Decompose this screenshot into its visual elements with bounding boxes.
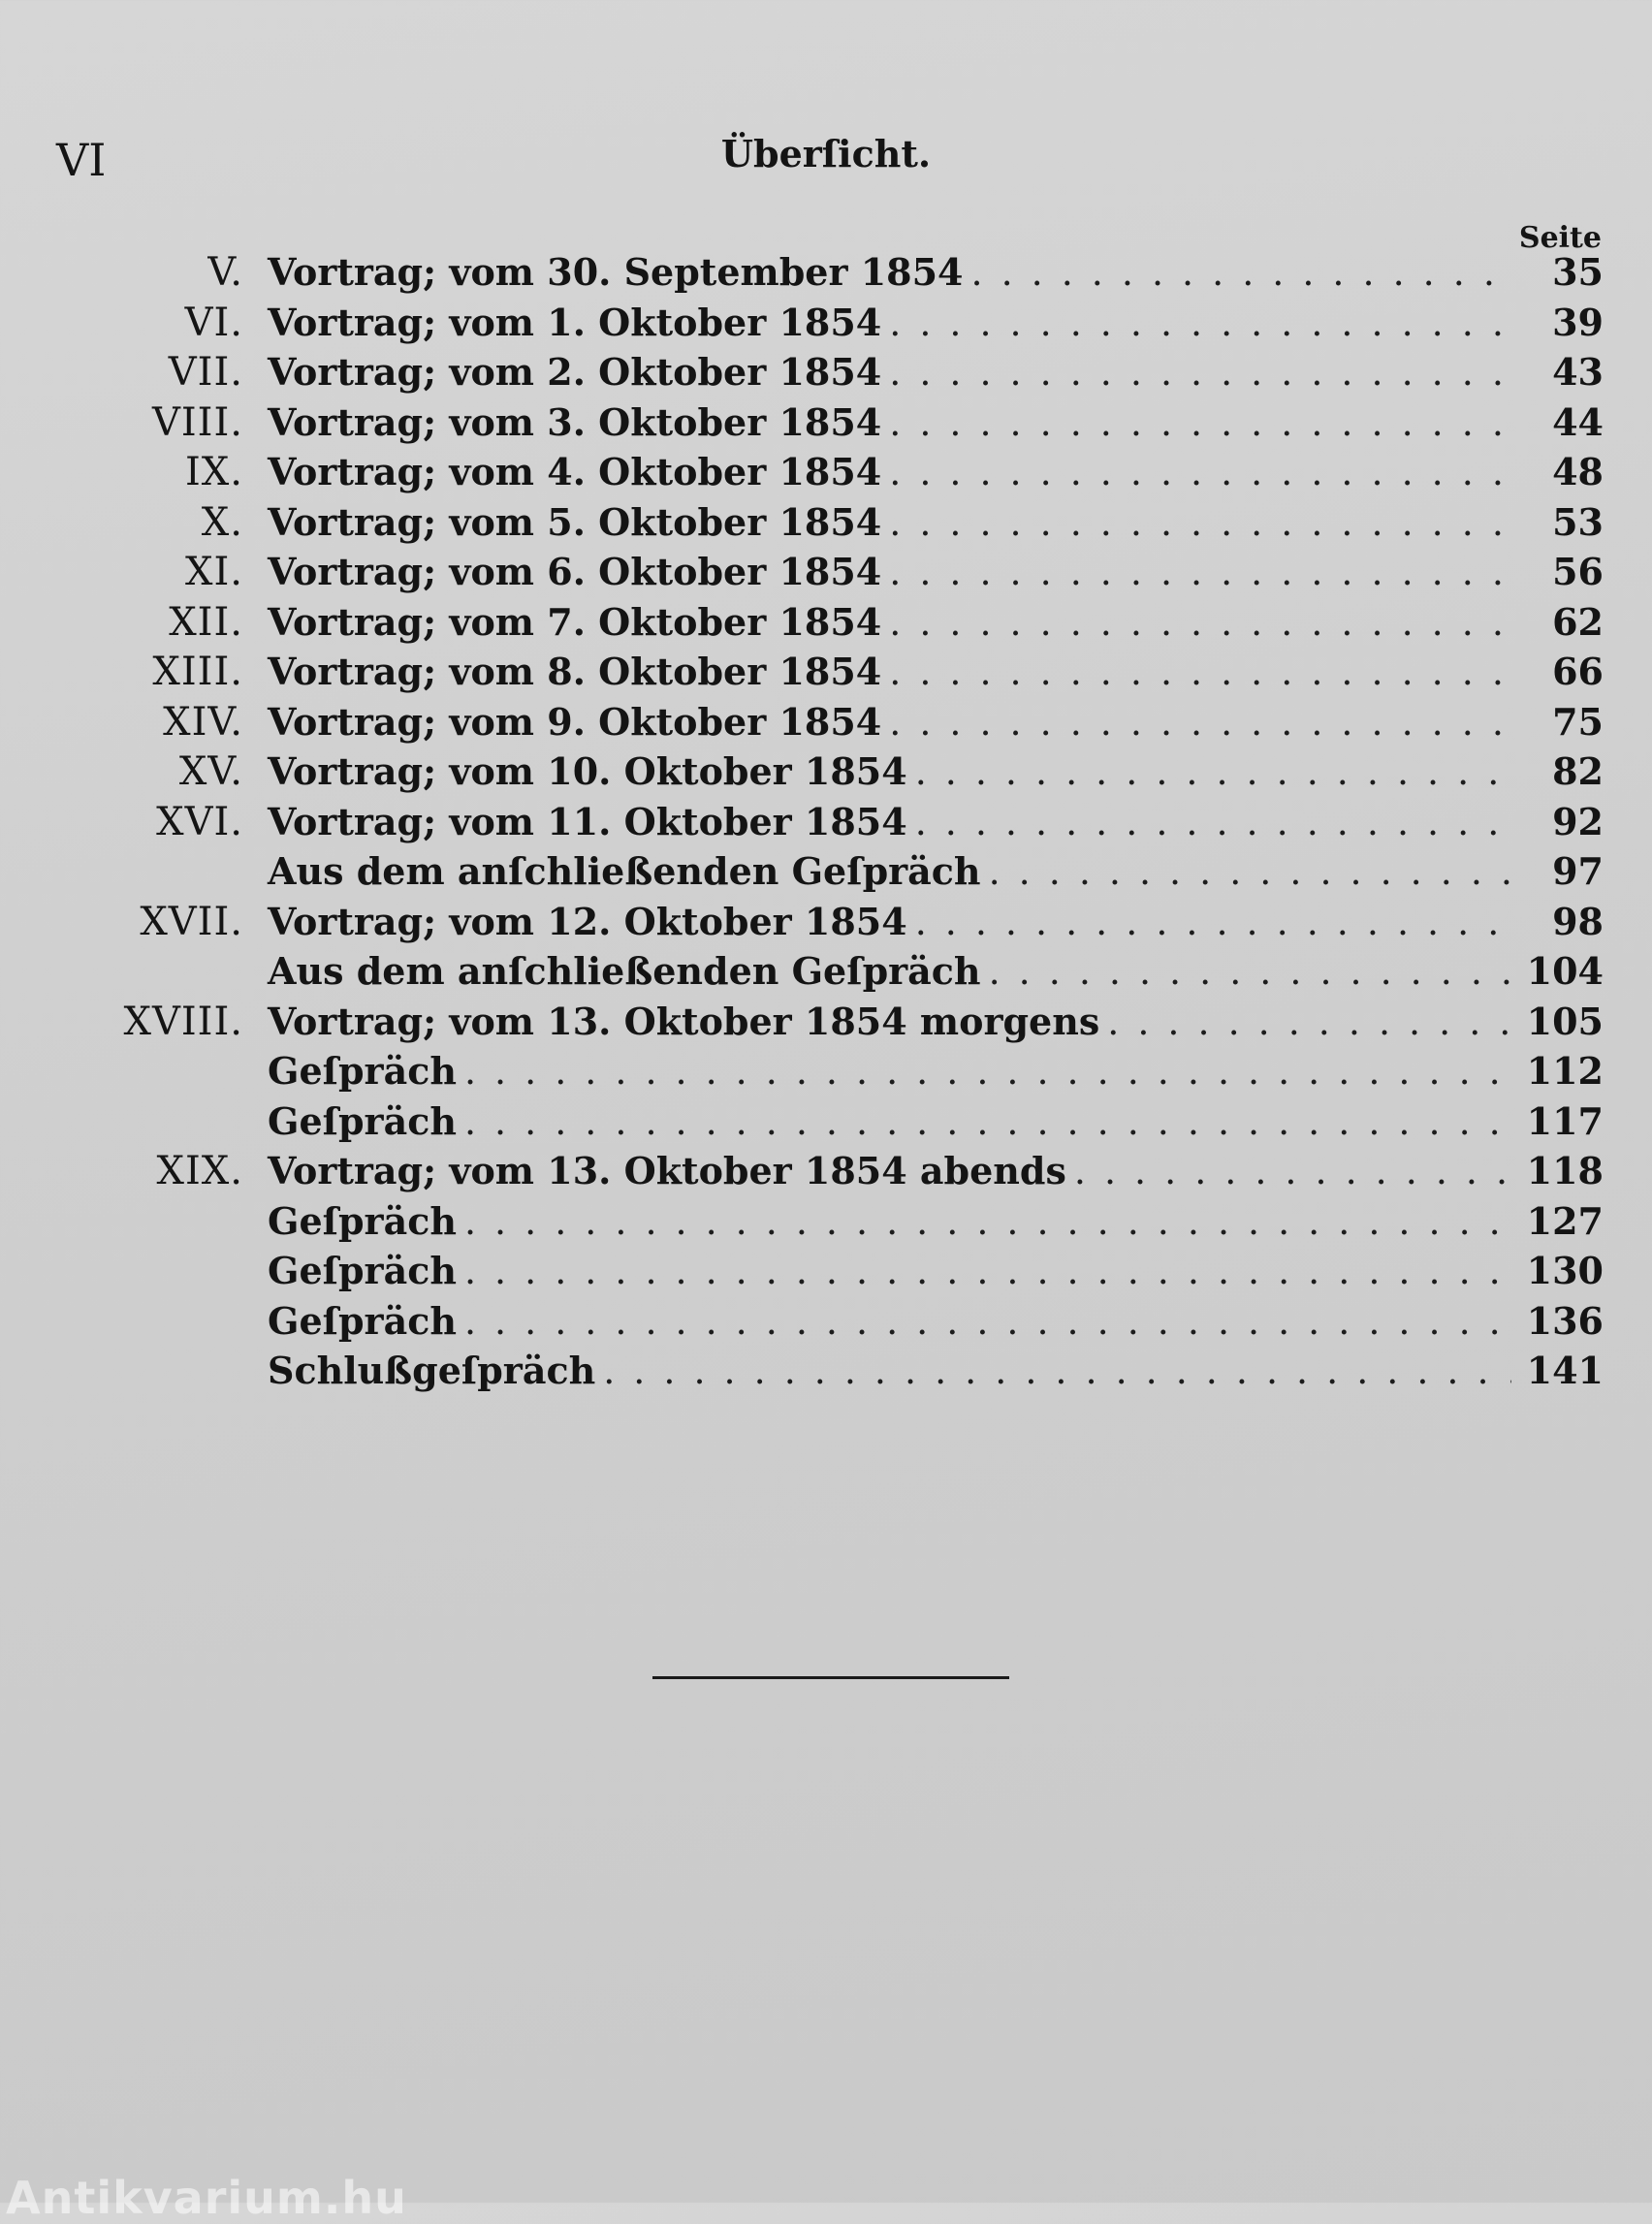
toc-entry-number: XV. — [178, 749, 243, 794]
toc-entry-line — [268, 1246, 1604, 1296]
toc-entry — [0, 797, 1652, 847]
toc-entry-page: 44 — [1552, 399, 1604, 444]
toc-entry-title: Aus dem anſchließenden Geſpräch — [268, 849, 981, 893]
toc-entry-page: 75 — [1552, 699, 1604, 744]
toc-entry-line — [268, 497, 1604, 548]
toc-entry-page: 112 — [1526, 1049, 1604, 1093]
toc-entry-number: XIII. — [152, 650, 243, 694]
dot-leader — [464, 1046, 1511, 1096]
toc-entry-number: X. — [201, 499, 243, 545]
dot-leader — [915, 797, 1511, 847]
dot-leader — [970, 247, 1511, 298]
toc-entry — [0, 347, 1652, 397]
toc-entry-line — [268, 647, 1604, 697]
toc-entry — [0, 247, 1652, 298]
toc-entry — [0, 997, 1652, 1047]
dot-leader — [603, 1346, 1511, 1396]
toc-entry-page: 105 — [1526, 999, 1604, 1043]
toc-entry-number: VII. — [168, 350, 243, 395]
toc-entry-number: XVII. — [140, 899, 243, 944]
toc-entry-line — [268, 1196, 1604, 1247]
toc-entry-title: Geſpräch — [268, 1249, 457, 1292]
dot-leader — [889, 697, 1511, 747]
toc-entry-title: Vortrag; vom 30. September 1854 — [268, 250, 964, 294]
dot-leader — [889, 397, 1511, 448]
toc-entry-page: 66 — [1552, 650, 1604, 693]
dot-leader — [889, 497, 1511, 548]
toc-entry-number: XI. — [185, 550, 243, 594]
dot-leader — [889, 347, 1511, 397]
toc-entry-title: Vortrag; vom 7. Oktober 1854 — [268, 599, 882, 644]
toc-entry — [0, 547, 1652, 597]
toc-entry-line — [268, 547, 1604, 597]
toc-entry-line — [268, 1296, 1604, 1347]
toc-entry — [0, 697, 1652, 747]
dot-leader — [889, 547, 1511, 597]
toc-entry-line — [268, 897, 1604, 947]
toc-entry-line — [268, 846, 1604, 897]
toc-entry-title: Vortrag; vom 11. Oktober 1854 — [268, 799, 907, 843]
toc-entry-page: 35 — [1552, 250, 1604, 294]
toc-entry-page: 53 — [1552, 499, 1604, 544]
toc-entry-title: Vortrag; vom 1. Oktober 1854 — [268, 300, 882, 344]
toc-entry-number: XII. — [169, 599, 243, 645]
toc-entry-title: Vortrag; vom 4. Oktober 1854 — [268, 450, 882, 493]
toc-entry-page: 62 — [1552, 599, 1604, 644]
toc-entry-title: Vortrag; vom 9. Oktober 1854 — [268, 699, 882, 744]
toc-entry-line — [268, 697, 1604, 747]
toc-entry-title: Aus dem anſchließenden Geſpräch — [268, 949, 981, 993]
toc-entry — [0, 1296, 1652, 1347]
toc-entry — [0, 497, 1652, 548]
toc-entry-title: Geſpräch — [268, 1298, 457, 1343]
dot-leader — [889, 597, 1511, 648]
toc-entry — [0, 897, 1652, 947]
toc-entry-title: Geſpräch — [268, 1098, 457, 1143]
toc-entry-page: 56 — [1552, 550, 1604, 593]
toc-entry — [0, 597, 1652, 648]
toc-entry — [0, 447, 1652, 497]
toc-entry-line — [268, 247, 1604, 298]
toc-entry-page: 92 — [1552, 799, 1604, 843]
toc-entry — [0, 1346, 1652, 1396]
dot-leader — [464, 1196, 1511, 1247]
dot-leader — [915, 747, 1511, 797]
toc-entry-title: Schlußgeſpräch — [268, 1349, 596, 1392]
toc-entry-title: Vortrag; vom 12. Oktober 1854 — [268, 899, 907, 943]
toc-entry — [0, 946, 1652, 997]
dot-leader — [989, 946, 1511, 997]
toc-entry-page: 136 — [1526, 1298, 1604, 1343]
toc-entry-line — [268, 797, 1604, 847]
toc-entry-line — [268, 997, 1604, 1047]
toc-entry-line — [268, 347, 1604, 397]
toc-entry-page: 43 — [1552, 350, 1604, 394]
toc-entry-title: Vortrag; vom 5. Oktober 1854 — [268, 499, 882, 544]
toc-entry-page: 104 — [1526, 949, 1604, 993]
toc-entry-page: 127 — [1526, 1198, 1604, 1243]
toc-entry-page: 82 — [1552, 749, 1604, 793]
page-column-header: Seite — [1518, 221, 1602, 255]
toc-entry — [0, 846, 1652, 897]
toc-entry — [0, 1196, 1652, 1247]
divider-rule — [652, 1676, 1009, 1679]
toc-entry-number: VIII. — [151, 399, 243, 445]
toc-entry-page: 130 — [1526, 1249, 1604, 1292]
toc-entry — [0, 1246, 1652, 1296]
toc-entry — [0, 397, 1652, 448]
toc-entry — [0, 1146, 1652, 1196]
toc-entry-title: Vortrag; vom 10. Oktober 1854 — [268, 749, 907, 793]
toc-entry — [0, 298, 1652, 348]
toc-entry-page: 48 — [1552, 450, 1604, 493]
toc-entry-number: IX. — [185, 450, 243, 494]
toc-entry-title: Vortrag; vom 8. Oktober 1854 — [268, 650, 882, 693]
toc-entry-line — [268, 747, 1604, 797]
toc-entry-number: XIV. — [163, 699, 243, 745]
page-title: Überſicht. — [720, 132, 932, 175]
toc-entry-line — [268, 1096, 1604, 1147]
watermark: Antikvarium.hu — [6, 2172, 407, 2224]
dot-leader — [1074, 1146, 1511, 1196]
toc-entry-title: Geſpräch — [268, 1198, 457, 1243]
toc-entry-page: 141 — [1526, 1349, 1604, 1392]
toc-entry-number: XVIII. — [123, 999, 243, 1044]
toc-entry-line — [268, 1346, 1604, 1396]
dot-leader — [915, 897, 1511, 947]
page-number: VI — [56, 134, 107, 186]
toc-entry-line — [268, 397, 1604, 448]
toc-entry-number: XIX. — [156, 1149, 243, 1193]
toc-entry — [0, 1046, 1652, 1096]
dot-leader — [464, 1246, 1511, 1296]
toc-entry-line — [268, 447, 1604, 497]
toc-entry-number: V. — [207, 250, 243, 295]
toc-entry-page: 117 — [1526, 1098, 1604, 1143]
toc-entry-line — [268, 1046, 1604, 1096]
dot-leader — [1107, 997, 1511, 1047]
dot-leader — [989, 846, 1511, 897]
toc-entry-line — [268, 597, 1604, 648]
dot-leader — [889, 647, 1511, 697]
toc-entry-title: Geſpräch — [268, 1049, 457, 1093]
dot-leader — [464, 1096, 1511, 1147]
toc-entry-page: 39 — [1552, 300, 1604, 344]
dot-leader — [464, 1296, 1511, 1347]
toc-entry-title: Vortrag; vom 13. Oktober 1854 abends — [268, 1149, 1066, 1192]
dot-leader — [889, 447, 1511, 497]
toc-entry-page: 118 — [1526, 1149, 1604, 1192]
toc-entry-line — [268, 946, 1604, 997]
toc-entry — [0, 1096, 1652, 1147]
toc-entry-line — [268, 1146, 1604, 1196]
toc-entry-title: Vortrag; vom 3. Oktober 1854 — [268, 399, 882, 444]
toc-entry-page: 97 — [1552, 849, 1604, 893]
toc-entry-title: Vortrag; vom 13. Oktober 1854 morgens — [268, 999, 1100, 1043]
toc-entry-number: VI. — [184, 300, 243, 345]
toc-entry — [0, 647, 1652, 697]
toc-entry-title: Vortrag; vom 2. Oktober 1854 — [268, 350, 882, 394]
toc-entry-title: Vortrag; vom 6. Oktober 1854 — [268, 550, 882, 593]
toc-entry-number: XVI. — [156, 799, 243, 844]
toc-entry — [0, 747, 1652, 797]
dot-leader — [889, 298, 1511, 348]
toc-entry-page: 98 — [1552, 899, 1604, 943]
toc-entry-line — [268, 298, 1604, 348]
